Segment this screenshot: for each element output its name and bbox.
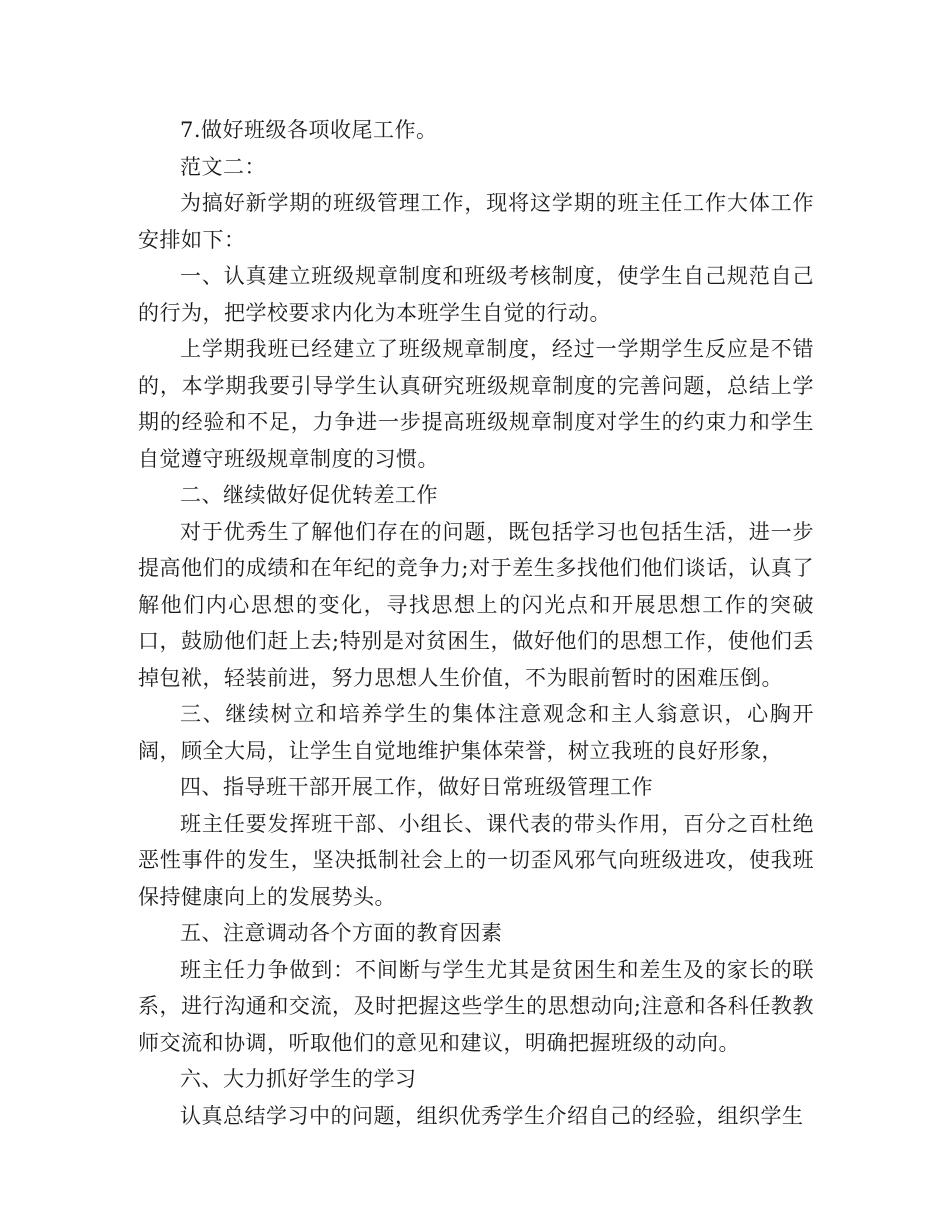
paragraph-section-five-body: 班主任力争做到：不间断与学生尤其是贫困生和差生及的家长的联系，进行沟通和交流，及时把握这些学生的思想动向;注意和各科任教教师交流和协调，听取他们的意见和建议，明确把握班级的动向。 [138,957,814,1055]
paragraph-section-six-body: 认真总结学习中的问题，组织优秀学生介绍自己的经验，组织学生 [180,1103,804,1128]
paragraph-section-three: 三、继续树立和培养学生的集体注意观念和主人翁意识，心胸开阔，顾全大局，让学生自觉地维护集体荣誉，树立我班的良好形象， [138,702,814,763]
paragraph-section-one-body: 上学期我班已经建立了班级规章制度，经过一学期学生反应是不错的，本学期我要引导学生认真研究班级规章制度的完善问题，总结上学期的经验和不足，力争进一步提高班级规章制度对学生的约束力和学生自觉遵守班级规章制度的习惯。 [138,337,814,471]
paragraph-section-five-heading: 五、注意调动各个方面的教育因素 [180,921,503,945]
paragraph-wrap-up-item: 7.做好班级各项收尾工作。 [180,118,438,142]
paragraph-section-four-body: 班主任要发挥班干部、小组长、课代表的带头作用，百分之百杜绝恶性事件的发生，坚决抵制社会上的一切歪风邪气向班级进攻，使我班保持健康向上的发展势头。 [138,811,814,909]
paragraph-section-six-heading: 六、大力抓好学生的学习 [180,1067,417,1091]
paragraph-section-four-heading: 四、指导班干部开展工作，做好日常班级管理工作 [180,775,653,799]
paragraph-section-one-heading: 一、认真建立班级规章制度和班级考核制度，使学生自己规范自己的行为，把学校要求内化为本班学生自觉的行动。 [138,264,814,325]
paragraph-sample-two-heading: 范文二： [180,154,266,179]
paragraph-intro: 为搞好新学期的班级管理工作，现将这学期的班主任工作大体工作安排如下： [138,191,814,252]
document-body [138,112,814,1134]
paragraph-section-two-body: 对于优秀生了解他们存在的问题，既包括学习也包括生活，进一步提高他们的成绩和在年纪的竞争力;对于差生多找他们他们谈话，认真了解他们内心思想的变化，寻找思想上的闪光点和开展思想工作的突破口，鼓励他们赶上去;特别是对贫困生，做好他们的思想工作，使他们丢掉包袱，轻装前进，努力思想人生价值，不为眼前暂时的困难压倒。 [138,519,814,690]
paragraph-section-two-heading: 二、继续做好促优转差工作 [180,483,438,507]
